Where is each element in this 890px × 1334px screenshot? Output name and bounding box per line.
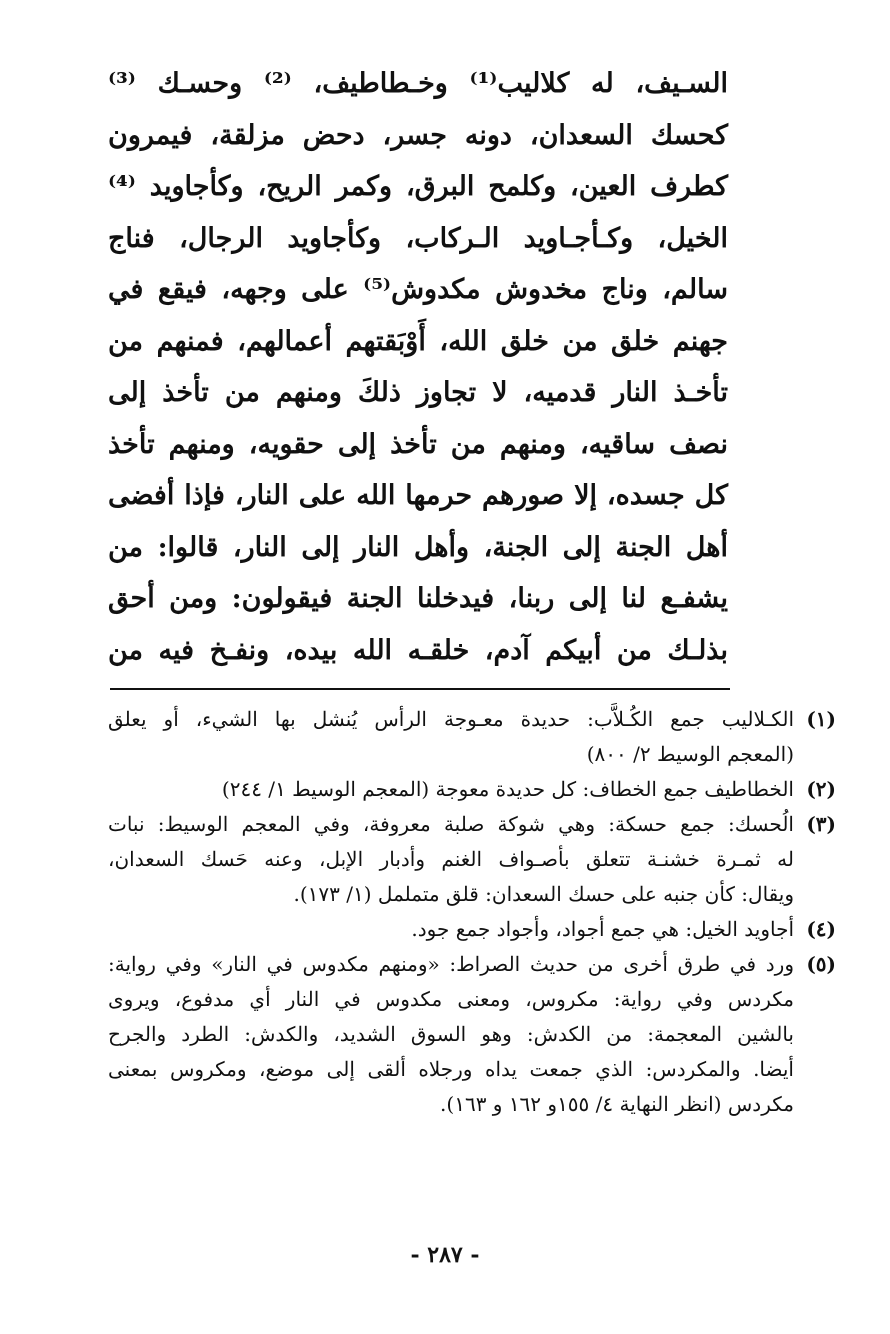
footnote-1	[108, 702, 836, 772]
footnote-body	[108, 947, 794, 1122]
footnote-4	[108, 912, 836, 947]
page-number: - ٢٨٧ -	[410, 1242, 480, 1268]
footnote-divider	[110, 688, 730, 690]
footnote-number: (٢)	[806, 777, 836, 801]
text-line: تأخـذ النار قدميه، لا تجاوز ذلكَ ومنهم من تأخذ إلى	[108, 377, 728, 408]
footnote-3	[108, 807, 836, 912]
text-line: بذلـك من أبيكم آدم، خلقـه الله بيده، ونفـخ فيه من	[108, 634, 728, 666]
text-line: سالم، وناج مخدوش مكدوش⁽⁵⁾ على وجهه، فيقع في	[108, 274, 728, 305]
footnote-line: له ثمـرة خشنـة تتعلق بأصـواف الغنم وأدبار الإبل، وعنه حَسك السعدان،	[108, 847, 794, 871]
text-line: السـيف، له كلاليب⁽¹⁾ وخـطاطيف، ⁽²⁾ وحسـك ⁽³⁾	[108, 68, 728, 99]
footnote-body	[108, 807, 794, 912]
text-line: نصف ساقيه، ومنهم من تأخذ إلى حقويه، ومنهم تأخذ	[108, 428, 728, 460]
footnote-number: (٥)	[806, 952, 836, 976]
footnote-body	[108, 772, 794, 807]
footnote-line: ورد في طرق أخرى من حديث الصراط: «ومنهم مكدوس في النار» وفي رواية:	[108, 952, 794, 976]
footnote-body	[108, 912, 794, 947]
footnote-5	[108, 947, 836, 1122]
footnote-line: الخطاطيف جمع الخطاف: كل حديدة معوجة (المعجم الوسيط ١/ ٢٤٤)	[221, 777, 794, 801]
text-line: الخيل، وكـأجـاويد الـركاب، وكأجاويد الرجال، فناج	[108, 222, 728, 254]
footnote-body	[108, 702, 794, 772]
footnote-line: مكردس (انظر النهاية ٤/ ١٥٥و ١٦٢ و ١٦٣).	[440, 1092, 794, 1116]
text-line: أهل الجنة إلى الجنة، وأهل النار إلى النار، قالوا: من	[108, 531, 728, 563]
footnote-number: (٣)	[806, 812, 836, 836]
footnote-line: أجاويد الخيل: هي جمع أجواد، وأجواد جمع جود.	[411, 917, 794, 941]
footnote-line: أيضا. والمكردس: الذي جمعت يداه ورجلاه ألقى إلى موضع، ومكروس بمعنى	[108, 1057, 794, 1081]
text-line: يشفـع لنا إلى ربنا، فيدخلنا الجنة فيقولون: ومن أحق	[108, 583, 728, 614]
footnote-2	[108, 772, 836, 807]
footnote-line: الُحسك: جمع حسكة: وهي شوكة صلبة معروفة، وفي المعجم الوسيط: نبات	[108, 812, 794, 836]
footnote-line: الكـلاليب جمع الكُـلاَّب: حديدة معـوجة الرأس يُنشل بها الشيء، أو يعلق	[108, 707, 794, 731]
text-line: كحسك السعدان، دونه جسر، دحض مزلقة، فيمرون	[108, 119, 728, 151]
footnote-line: بالشين المعجمة: من الكدش: وهو السوق الشديد، والكدش: الطرد والجرح	[108, 1022, 794, 1046]
footnote-line: مكردس وفي رواية: مكروس، ومعنى مكدوس في النار أي مدفوع، ويروى	[108, 987, 794, 1011]
footnotes-section	[108, 702, 836, 1122]
footnote-number: (٤)	[806, 917, 836, 941]
text-line: كطرف العين، وكلمح البرق، وكمر الريح، وكأجاويد ⁽⁴⁾	[108, 171, 728, 202]
main-text-block	[108, 58, 728, 676]
text-line: جهنم خلق من خلق الله، أَوْبَقتهم أعمالهم، فمنهم من	[108, 325, 728, 357]
footnote-line: (المعجم الوسيط ٢/ ٨٠٠)	[586, 742, 794, 766]
footnote-line: ويقال: كأن جنبه على حسك السعدان: قلق متململ (١/ ١٧٣).	[293, 882, 794, 906]
footnote-number: (١)	[806, 707, 836, 731]
text-line: كل جسده، إلا صورهم حرمها الله على النار، فإذا أفضى	[108, 480, 728, 511]
